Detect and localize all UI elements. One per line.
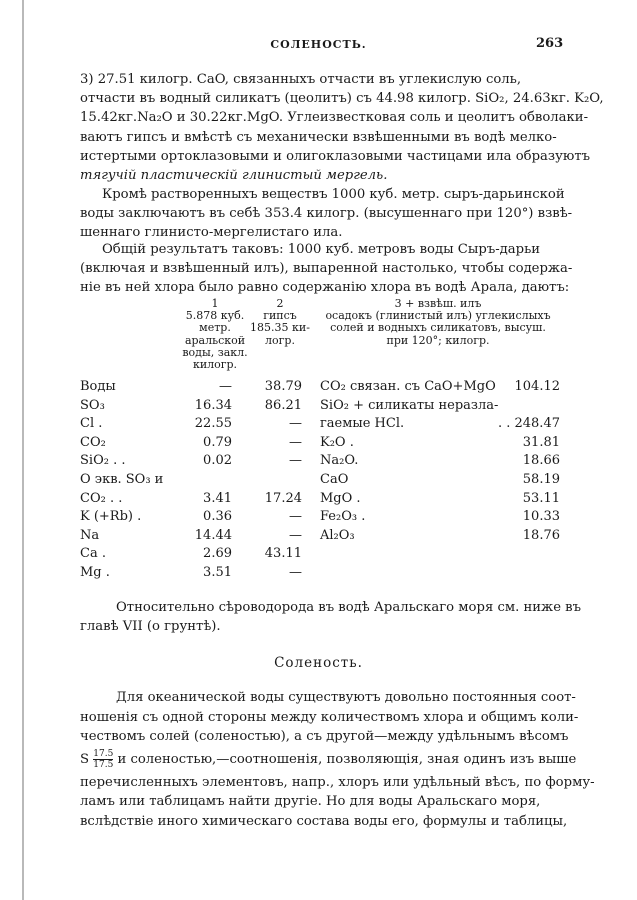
table-row-label: K (+Rb) . [80,509,142,525]
text-line: Для океанической воды существуютъ довольно постоянныя соот- [116,690,576,705]
table-cell-col2: 43.11 [264,546,302,562]
header-line: 3 + взвѣш. илъ [394,297,482,310]
text-line: тягучій пластическій глинистый мергель. [80,168,388,184]
table-row-label: Na [80,527,100,543]
table-cell-col2: — [289,453,302,469]
header-line: логр. [265,333,295,347]
table-cell-col1: 3.41 [203,490,232,506]
formula-fraction [93,749,113,770]
formula-text: и соленостью,—соотношенія, позволяющія, зная одинъ изъ выше [117,751,577,767]
text-line: ношенія съ одной стороны между количествомъ хлора и общимъ коли- [80,709,579,725]
text-line: истертыми ортоклазовыми и олигоклазовыми частицами ила образуютъ [80,148,591,164]
paragraph-1 [80,70,604,185]
text-line: ваютъ гипсъ и вмѣстѣ съ механически взвѣшенными въ водѣ мелко- [80,129,557,145]
text-line: 15.42кг.Na₂O и 30.22кг.MgO. Углеизвестковая соль и цеолитъ обволаки- [80,110,589,126]
table-cell-col2: — [289,565,302,580]
table-cell-col2: — [289,416,302,432]
text-line: Общій результатъ таковъ: 1000 куб. метровъ воды Сыръ-дарьи [102,242,541,257]
table-row-label: Cl . [80,416,103,432]
table-col3-label: гаемые HCl. [320,416,405,432]
text-line: перечисленныхъ элементовъ, напр., хлоръ или удѣльный вѣсъ, по форму- [80,774,595,790]
formula-line [80,747,577,773]
table-row-label: SiO₂ . . [80,453,126,469]
header-line: солей и водныхъ силикатовъ, высуш. [330,321,546,335]
table-row-label: CO₂ . . [80,490,123,506]
table-col3-value: . . 248.47 [497,416,560,432]
text-line: Относительно сѣроводорода въ водѣ Аральскаго моря см. ниже въ [116,600,582,615]
table-col3-label: Fe₂O₃ . [320,509,366,525]
table-col3-label: CO₂ связан. съ CaO+MgO [320,379,496,394]
table-row-label: Воды [80,379,116,394]
header-line: 5.878 куб. [185,309,245,323]
table-col3-value: 104.12 [514,379,560,394]
table-row-label: CO₂ [80,434,106,450]
text-line: чествомъ солей (соленостью), а съ другой—между удѣльнымъ вѣсомъ [80,729,569,744]
table-cell-col1: 0.02 [203,453,232,469]
table-col3-label: MgO . [320,490,361,506]
table-cell-col2: — [289,527,302,543]
header-line: воды, закл. [182,345,248,359]
table-header-col3 [315,298,561,347]
table-row-label: SO₃ [80,397,105,413]
table-col3-label: Na₂O. [320,453,359,469]
header-line: 1 [211,297,219,310]
formula-symbol: S [80,751,90,767]
table-col3-label: Al₂O₃ [320,527,355,543]
table-cell-col1: 0.36 [203,509,232,525]
header-line: 185.35 ки- [250,321,310,335]
table-cell-col2: — [289,434,302,450]
text-line: ніе въ ней хлора было равно содержанію хлора въ водѣ Арала, даютъ: [80,280,570,296]
fraction-denominator: 17.5 [93,759,114,770]
table-cell-col1: — [219,379,232,394]
table-col3-label: K₂O . [320,434,354,450]
text-line: ламъ или таблицамъ найти другіе. Но для воды Аральскаго моря, [80,794,541,809]
table-row-label: Ca . [80,546,106,562]
header-line: при 120°; килогр. [386,333,490,347]
table-col3-label: CaO [320,472,349,487]
table-cell-col1: 0.79 [203,434,232,450]
header-line: аральской [184,333,246,347]
table-col3-value: 53.11 [522,490,560,506]
table-col3-value: 31.81 [522,434,560,450]
paragraph-2 [80,185,573,243]
table-cell-col1: 2.69 [203,546,232,562]
section-title: Соленость. [274,655,363,671]
running-header: СОЛЕНОСТЬ. [270,38,367,51]
table-cell-col1: 14.44 [194,527,232,543]
table-cell-col1: 3.51 [203,565,232,580]
text-line: главѣ VII (о грунтѣ). [80,619,221,635]
table-col3-value: 10.33 [522,509,560,525]
table-cell-col2: 86.21 [264,397,302,413]
table-cell-col2: — [289,509,302,525]
table-cell-col1: 22.55 [194,416,232,432]
page-number: 263 [536,36,564,51]
header-line: килогр. [192,358,238,372]
table-col3-label: SiO₂ + силикаты неразла- [320,397,499,413]
table-cell-col2: 17.24 [264,490,302,506]
table-cell-col2: 38.79 [264,379,302,394]
text-line: воды заключаютъ въ себѣ 353.4 килогр. (высушеннаго при 120°) взвѣ- [80,206,573,222]
text-line: (включая и взвѣшенный илъ), выпаренной настолько, чтобы содержа- [80,261,573,277]
table-cell-col1: 16.34 [194,397,232,413]
header-line: гипсъ [263,309,297,323]
fraction-numerator: 17.5 [93,748,114,759]
table-col3-value: 18.76 [522,527,560,543]
paragraph-3 [80,240,573,298]
paragraph-4 [80,598,582,636]
table-col3-value: 18.66 [522,453,560,469]
text-line: 3) 27.51 килогр. CaO, связанныхъ отчасти въ углекислую соль, [80,72,522,87]
text-line: шеннаго глинисто-мергелистаго ила. [80,225,343,241]
table-row-label: Mg . [80,565,110,580]
text-line: вслѣдствіе иного химическаго состава воды его, формулы и таблицы, [80,813,568,829]
text-line: отчасти въ водный силикатъ (цеолитъ) съ 44.98 килогр. SiO₂, 24.63кг. K₂O, [80,91,604,107]
table-header-col2 [244,298,316,347]
text-line: Кромѣ растворенныхъ веществъ 1000 куб. метр. сыръ-дарьинской [102,187,565,202]
header-line: осадокъ (глинистый илъ) углекислыхъ [325,309,551,323]
header-line: 2 [276,297,284,310]
table-row-label: О экв. SO₃ и [80,472,164,487]
table-col3-value: 58.19 [522,472,560,487]
paragraph-5 [80,688,595,831]
page-spine-edge [22,0,24,900]
header-line: метр. [199,321,231,335]
